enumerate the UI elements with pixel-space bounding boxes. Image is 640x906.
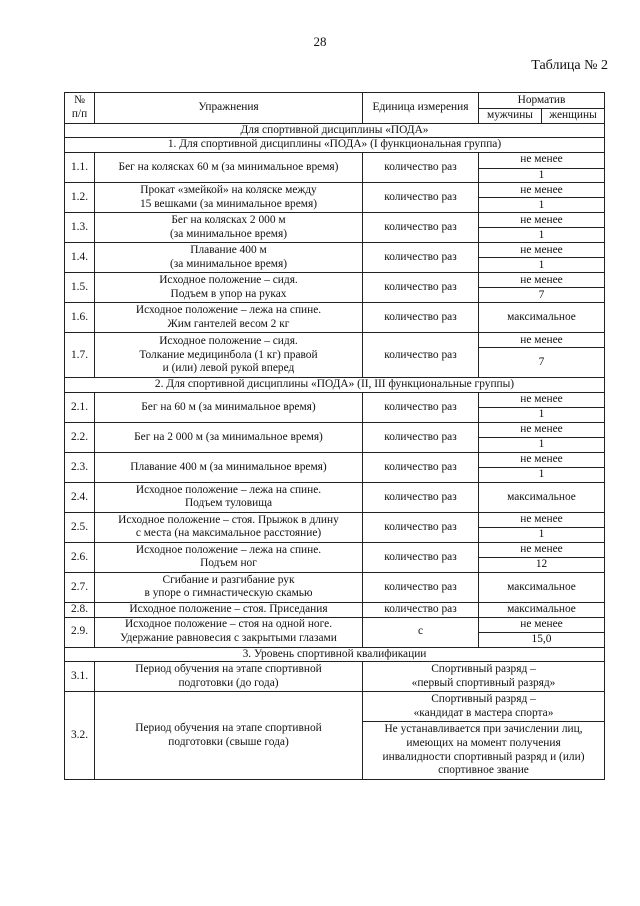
table-row: [65, 617, 605, 632]
row-number: 2.2.: [65, 422, 95, 452]
norm-label: не менее: [479, 452, 605, 467]
exercise-name: Сгибание и разгибание рук в упоре о гимнастическую скамью: [95, 572, 363, 602]
table-row: [65, 572, 605, 602]
exercise-name: Период обучения на этапе спортивной подготовки (до года): [95, 662, 363, 692]
norm-value: 1: [479, 527, 605, 542]
header-unit: Единица измерения: [363, 93, 479, 124]
row-number: 2.1.: [65, 392, 95, 422]
exercise-name: Бег на колясках 2 000 м (за минимальное время): [95, 213, 363, 243]
exercise-name: Исходное положение – стоя. Прыжок в длину с места (на максимальное расстояние): [95, 512, 363, 542]
table-row: [65, 243, 605, 258]
table-row: [65, 662, 605, 692]
norm-note: Не устанавливается при зачислении лиц, имеющих на момент получения инвалидности спортивный разряд и (или) спортивное звание: [363, 722, 605, 780]
unit-cell: количество раз: [363, 303, 479, 333]
page-number: 28: [313, 34, 327, 49]
row-number: 2.5.: [65, 512, 95, 542]
header-num: № п/п: [65, 93, 95, 124]
unit-cell: количество раз: [363, 452, 479, 482]
row-number: 1.4.: [65, 243, 95, 273]
unit-cell: количество раз: [363, 333, 479, 378]
row-number: 1.6.: [65, 303, 95, 333]
norm-value: 7: [479, 348, 605, 378]
row-number: 2.6.: [65, 542, 95, 572]
norm-value: Спортивный разряд – «кандидат в мастера спорта»: [363, 692, 605, 722]
norm-label: не менее: [479, 213, 605, 228]
norm-value: 12: [479, 557, 605, 572]
row-number: 2.8.: [65, 602, 95, 617]
norm-value: максимальное: [479, 482, 605, 512]
table-row: [65, 303, 605, 333]
header-norm: Норматив: [479, 93, 605, 109]
norm-label: не менее: [479, 333, 605, 348]
row-number: 3.2.: [65, 692, 95, 780]
norm-label: не менее: [479, 422, 605, 437]
table-row: [65, 542, 605, 557]
exercise-name: Период обучения на этапе спортивной подготовки (свыше года): [95, 692, 363, 780]
exercise-name: Бег на 2 000 м (за минимальное время): [95, 422, 363, 452]
row-number: 1.7.: [65, 333, 95, 378]
table-row: [65, 512, 605, 527]
unit-cell: с: [363, 617, 479, 647]
exercise-name: Бег на колясках 60 м (за минимальное время): [95, 152, 363, 183]
exercise-name: Исходное положение – сидя. Подъем в упор на руках: [95, 273, 363, 303]
section-1-title: 1. Для спортивной дисциплины «ПОДА» (I функциональная группа): [65, 138, 605, 153]
table-row: [65, 152, 605, 168]
exercise-name: Плавание 400 м (за минимальное время): [95, 243, 363, 273]
row-number: 1.2.: [65, 183, 95, 213]
row-number: 3.1.: [65, 662, 95, 692]
norm-value: 1: [479, 467, 605, 482]
norm-label: не менее: [479, 152, 605, 168]
discipline-title: Для спортивной дисциплины «ПОДА»: [65, 123, 605, 138]
table-row: [65, 333, 605, 348]
norm-value: 1: [479, 437, 605, 452]
table-row: [65, 602, 605, 617]
norm-label: не менее: [479, 273, 605, 288]
norm-value: 1: [479, 198, 605, 213]
table-row: [65, 273, 605, 288]
exercise-name: Плавание 400 м (за минимальное время): [95, 452, 363, 482]
unit-cell: количество раз: [363, 243, 479, 273]
row-number: 1.1.: [65, 152, 95, 183]
section-2-title: 2. Для спортивной дисциплины «ПОДА» (II, III функциональные группы): [65, 378, 605, 393]
unit-cell: количество раз: [363, 392, 479, 422]
row-number: 2.9.: [65, 617, 95, 647]
table-title: Таблица № 2: [531, 58, 608, 73]
norm-value: максимальное: [479, 602, 605, 617]
exercise-name: Исходное положение – стоя. Приседания: [95, 602, 363, 617]
table-row: [65, 452, 605, 467]
unit-cell: количество раз: [363, 602, 479, 617]
unit-cell: количество раз: [363, 482, 479, 512]
exercise-name: Бег на 60 м (за минимальное время): [95, 392, 363, 422]
exercise-name: Исходное положение – лежа на спине. Подъем ног: [95, 542, 363, 572]
section-3-title: 3. Уровень спортивной квалификации: [65, 647, 605, 662]
header-women: женщины: [542, 109, 605, 124]
norm-label: не менее: [479, 542, 605, 557]
norm-value: 15,0: [479, 632, 605, 647]
table-row: [65, 392, 605, 407]
unit-cell: количество раз: [363, 213, 479, 243]
norm-value: 7: [479, 288, 605, 303]
norm-value: максимальное: [479, 303, 605, 333]
row-number: 1.3.: [65, 213, 95, 243]
row-number: 1.5.: [65, 273, 95, 303]
norm-label: не менее: [479, 617, 605, 632]
unit-cell: количество раз: [363, 183, 479, 213]
norm-value: Спортивный разряд – «первый спортивный разряд»: [363, 662, 605, 692]
row-number: 2.3.: [65, 452, 95, 482]
row-number: 2.7.: [65, 572, 95, 602]
unit-cell: количество раз: [363, 542, 479, 572]
table-row: [65, 692, 605, 722]
norm-value: 1: [479, 407, 605, 422]
unit-cell: количество раз: [363, 512, 479, 542]
exercise-name: Исходное положение – стоя на одной ноге. Удержание равновесия с закрытыми глазами: [95, 617, 363, 647]
norm-value: 1: [479, 168, 605, 183]
row-number: 2.4.: [65, 482, 95, 512]
exercise-name: Исходное положение – сидя. Толкание медицинбола (1 кг) правой и (или) левой рукой вперед: [95, 333, 363, 378]
header-men: мужчины: [479, 109, 542, 124]
header-exercises: Упражнения: [95, 93, 363, 124]
unit-cell: количество раз: [363, 422, 479, 452]
unit-cell: количество раз: [363, 152, 479, 183]
unit-cell: количество раз: [363, 273, 479, 303]
norm-value: 1: [479, 258, 605, 273]
norm-label: не менее: [479, 392, 605, 407]
norm-label: не менее: [479, 183, 605, 198]
exercise-name: Прокат «змейкой» на коляске между 15 вешками (за минимальное время): [95, 183, 363, 213]
table-row: [65, 482, 605, 512]
table-row: [65, 183, 605, 198]
norm-value: 1: [479, 228, 605, 243]
norm-label: не менее: [479, 512, 605, 527]
unit-cell: количество раз: [363, 572, 479, 602]
exercise-name: Исходное положение – лежа на спине. Подъем туловища: [95, 482, 363, 512]
norm-value: максимальное: [479, 572, 605, 602]
exercise-name: Исходное положение – лежа на спине. Жим гантелей весом 2 кг: [95, 303, 363, 333]
table-row: [65, 422, 605, 437]
standards-table: [64, 92, 605, 780]
table-row: [65, 213, 605, 228]
norm-label: не менее: [479, 243, 605, 258]
